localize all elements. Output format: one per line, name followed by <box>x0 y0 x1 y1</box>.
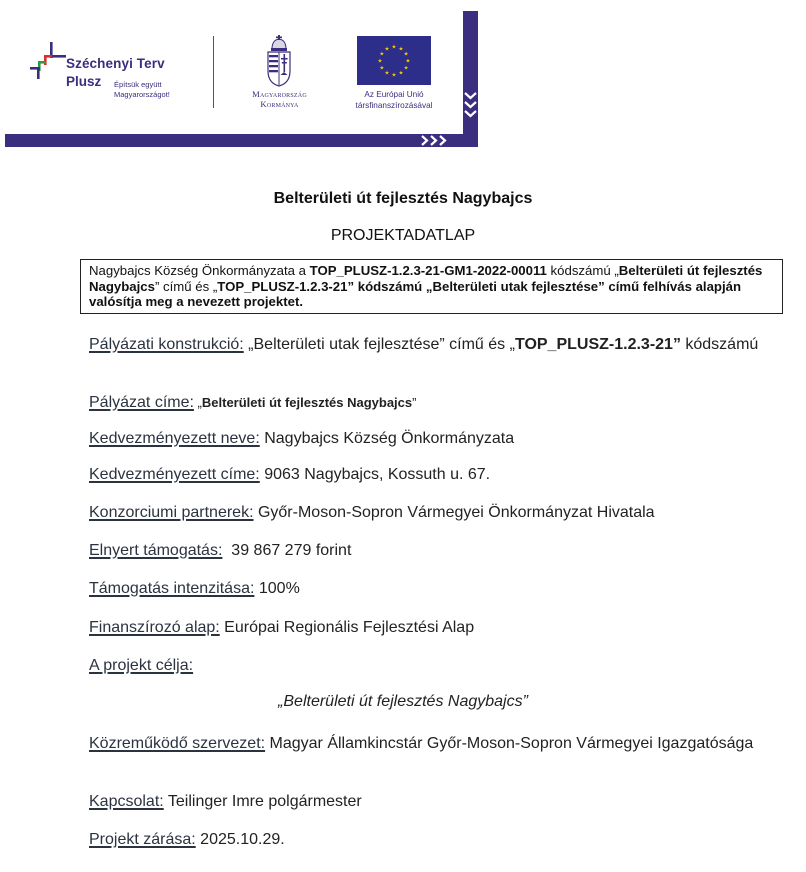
open-quote: „ <box>193 395 202 410</box>
value-consortium-partners: Győr-Moson-Sopron Vármegyei Önkormányzat Hivatala <box>253 504 655 521</box>
slogan-line-1: Építsük együtt <box>114 80 162 89</box>
label-grant-awarded: Elnyert támogatás: <box>89 542 223 559</box>
document-subtitle: PROJEKTADATLAP <box>330 227 476 244</box>
label-contact: Kapcsolat: <box>89 793 164 810</box>
close-quote: ” <box>412 395 417 410</box>
field-project-closing <box>89 830 783 849</box>
field-application-title <box>89 393 783 412</box>
chevron-down-icon <box>462 90 479 124</box>
eu-star-icon: ★ <box>391 44 397 51</box>
label-project-closing: Projekt zárása: <box>89 831 196 848</box>
label-beneficiary-address: Kedvezményezett címe: <box>89 466 260 483</box>
eu-star-icon: ★ <box>405 58 411 65</box>
label-beneficiary-name: Kedvezményezett neve: <box>89 430 260 447</box>
value-support-intensity: 100% <box>254 580 300 597</box>
eu-line-2: társfinanszírozásával <box>355 101 433 110</box>
eu-cofinancing-text <box>344 89 444 111</box>
value-construction-code: TOP_PLUSZ-1.2.3-21” <box>514 336 681 353</box>
value-funding-source: Európai Regionális Fejlesztési Alap <box>219 619 475 636</box>
eu-star-icon: ★ <box>384 46 390 53</box>
value-application-title: Belterületi út fejlesztés Nagybajcs <box>201 395 413 410</box>
label-application-title: Pályázat címe: <box>89 394 194 411</box>
eu-star-icon: ★ <box>391 72 397 79</box>
szechenyi-logo-plus: Plusz <box>66 74 102 89</box>
header-banner <box>0 0 490 155</box>
field-construction <box>89 335 783 354</box>
label-funding-source: Finanszírozó alap: <box>89 619 220 636</box>
value-grant-awarded: 39 867 279 forint <box>222 542 352 559</box>
eu-star-icon: ★ <box>379 65 385 72</box>
value-beneficiary-name: Nagybajcs Község Önkormányzata <box>259 430 515 447</box>
value-construction-part2: kódszámú <box>680 336 759 353</box>
eu-flag-icon <box>357 36 431 85</box>
government-line-1: Magyarország <box>252 89 307 99</box>
szechenyi-slogan <box>114 80 170 100</box>
field-funding-source <box>89 618 783 637</box>
eu-line-1: Az Európai Unió <box>364 90 424 99</box>
government-line-2: Kormánya <box>260 99 299 109</box>
szechenyi-logo-title: Széchenyi Terv <box>66 56 165 71</box>
field-intermediate-body <box>89 734 783 753</box>
field-beneficiary-address <box>89 465 783 484</box>
eu-star-icon: ★ <box>377 58 383 65</box>
banner-vertical-bar <box>463 11 478 147</box>
value-contact: Teilinger Imre polgármester <box>163 793 362 810</box>
label-support-intensity: Támogatás intenzitása: <box>89 580 255 597</box>
value-beneficiary-address: 9063 Nagybajcs, Kossuth u. 67. <box>259 466 491 483</box>
label-intermediate-body: Közreműködő szervezet: <box>89 735 266 752</box>
value-project-goal: „Belterületi út fejlesztés Nagybajcs” <box>278 693 528 710</box>
value-project-closing: 2025.10.29. <box>195 831 285 848</box>
eu-star-icon: ★ <box>403 51 409 58</box>
eu-star-icon: ★ <box>398 70 404 77</box>
intro-project-name: Belterületi út fejlesztés Nagybajcs <box>89 263 763 294</box>
eu-star-icon: ★ <box>379 51 385 58</box>
field-grant-awarded <box>89 541 783 560</box>
government-logo-text <box>232 89 327 109</box>
eu-star-icon: ★ <box>384 70 390 77</box>
label-project-goal: A projekt célja: <box>89 657 194 674</box>
field-beneficiary-name <box>89 429 783 448</box>
slogan-line-2: Magyarországot! <box>114 90 170 99</box>
banner-divider <box>213 36 214 108</box>
document-title: Belterületi út fejlesztés Nagybajcs <box>273 190 533 207</box>
eu-star-icon: ★ <box>403 65 409 72</box>
hungarian-coat-of-arms-icon <box>264 35 294 87</box>
value-construction-part1: „Belterületi utak fejlesztése” című és „ <box>243 336 515 353</box>
eu-star-icon: ★ <box>398 46 404 53</box>
banner-horizontal-bar <box>5 134 478 147</box>
intro-text-2: kódszámú „ <box>546 263 619 278</box>
intro-box <box>80 259 783 314</box>
field-contact <box>89 792 783 811</box>
field-project-goal <box>89 656 783 675</box>
intro-text-3: ” című és „ <box>154 278 218 294</box>
intro-project-code: TOP_PLUSZ-1.2.3-21-GM1-2022-00011 <box>309 263 547 278</box>
field-consortium-partners <box>89 503 783 522</box>
value-intermediate-body: Magyar Államkincstár Győr-Moson-Sopron Vármegyei Igazgatósága <box>265 735 754 752</box>
intro-call-code: TOP_PLUSZ-1.2.3-21” kódszámú „Belterületi utak fejlesztése” című felhívás alapján valósítja meg a nevezett projektet. <box>89 278 742 309</box>
label-consortium-partners: Konzorciumi partnerek: <box>89 504 254 521</box>
field-support-intensity <box>89 579 783 598</box>
intro-text-1: Nagybajcs Község Önkormányzata a <box>89 263 310 278</box>
szechenyi-cross-icon <box>28 42 68 82</box>
chevron-right-icon <box>418 133 454 148</box>
label-construction: Pályázati konstrukció: <box>89 336 244 353</box>
